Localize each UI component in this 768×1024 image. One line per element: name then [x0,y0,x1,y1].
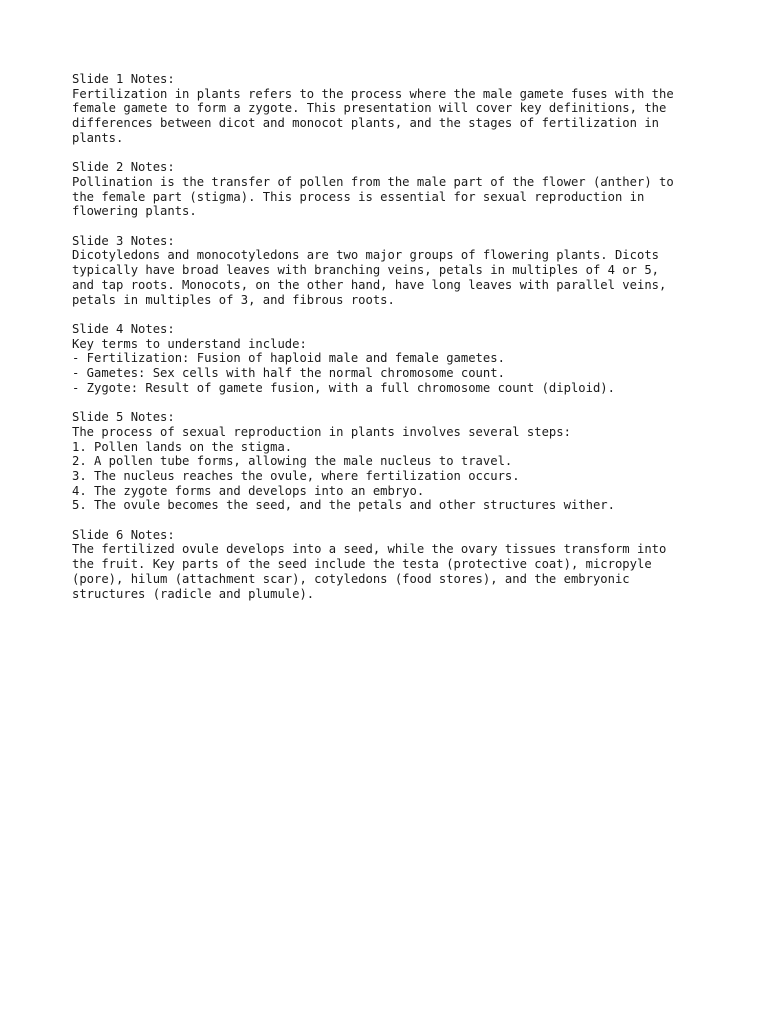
slide-1-notes [72,72,712,146]
section-heading: Slide 1 Notes: [72,72,175,86]
text-line: The process of sexual reproduction in plants involves several steps: [72,424,571,439]
text-line: female gamete to form a zygote. This presentation will cover key definitions, the [72,101,667,116]
section-heading: Slide 2 Notes: [72,160,175,175]
section-heading: Slide 6 Notes: [72,527,175,542]
text-line: flowering plants. [72,204,197,219]
list-item: - Zygote: Result of gamete fusion, with a full chromosome count (diploid). [72,380,615,395]
text-line: structures (radicle and plumule). [72,586,315,601]
text-line: Pollination is the transfer of pollen from the male part of the flower (anther) to [72,174,674,189]
text-line: and tap roots. Monocots, on the other hand, have long leaves with parallel veins, [72,277,667,292]
list-item: 3. The nucleus reaches the ovule, where fertilization occurs. [72,468,520,483]
slide-5-notes [72,410,712,513]
list-item: - Gametes: Sex cells with half the normal chromosome count. [72,366,505,381]
slide-4-notes [72,322,712,396]
text-line: (pore), hilum (attachment scar), cotyledons (food stores), and the embryonic [72,571,630,586]
text-line: Fertilization in plants refers to the process where the male gamete fuses with the [72,86,674,101]
list-item: - Fertilization: Fusion of haploid male and female gametes. [72,351,505,366]
text-line: petals in multiples of 3, and fibrous roots. [72,292,395,307]
text-line: Dicotyledons and monocotyledons are two major groups of flowering plants. Dicots [72,248,659,263]
section-heading: Slide 3 Notes: [72,233,175,248]
list-item: 4. The zygote forms and develops into an embryo. [72,483,425,498]
text-line: typically have broad leaves with branching veins, petals in multiples of 4 or 5, [72,263,659,278]
slide-2-notes [72,160,712,219]
list-item: 5. The ovule becomes the seed, and the petals and other structures wither. [72,498,615,513]
slide-3-notes [72,234,712,308]
text-line: differences between dicot and monocot plants, and the stages of fertilization in [72,116,659,131]
document-page [72,72,712,616]
section-heading: Slide 4 Notes: [72,321,175,336]
list-item: 2. A pollen tube forms, allowing the male nucleus to travel. [72,454,513,469]
slide-6-notes [72,528,712,602]
text-line: Key terms to understand include: [72,336,307,351]
text-line: the fruit. Key parts of the seed include the testa (protective coat), micropyle [72,557,652,572]
text-line: plants. [72,130,124,145]
text-line: the female part (stigma). This process is essential for sexual reproduction in [72,189,645,204]
list-item: 1. Pollen lands on the stigma. [72,439,293,454]
text-line: The fertilized ovule develops into a seed, while the ovary tissues transform into [72,542,667,557]
section-heading: Slide 5 Notes: [72,410,175,425]
